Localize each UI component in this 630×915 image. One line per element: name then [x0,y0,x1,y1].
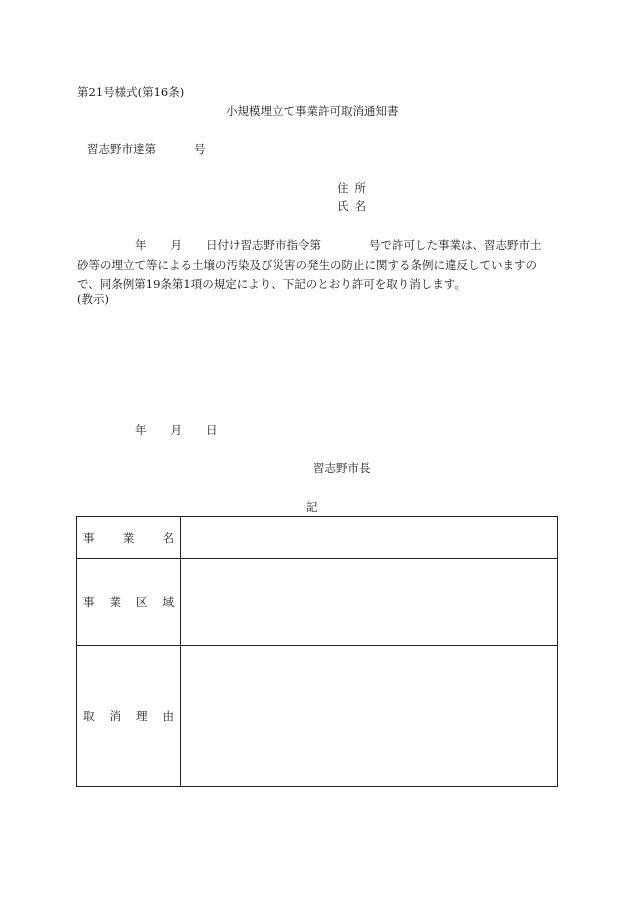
label-char: 取 [83,709,95,723]
date-year: 年 [135,423,147,437]
business-name-value[interactable] [181,517,558,559]
notice-body [77,236,557,295]
notice-line-3: で、同条例第19条第1項の規定により、下記のとおり許可を取り消します。 [77,277,466,291]
date-month: 月 [170,423,182,437]
instruction-label: (教示) [77,292,109,306]
date-day: 日 [206,423,218,437]
body-dated-by: 日付け習志野市指令第 [206,238,321,252]
table-row-business-area [77,559,558,646]
issue-date [135,424,218,438]
label-char: 事 [83,595,95,609]
name-label: 氏名 [337,199,372,213]
label-char: 域 [162,595,174,609]
label-char: 業 [109,595,121,609]
business-area-label [77,559,181,646]
table-row-business-name [77,517,558,559]
label-char: 消 [109,709,121,723]
label-char: 区 [136,595,148,609]
cancellation-reason-value[interactable] [181,646,558,787]
business-name-label [77,517,181,559]
document-title: 小規模埋立て事業許可取消通知書 [226,104,399,118]
label-char: 事 [83,530,95,545]
notice-line-2: 砂等の埋立て等による土壌の汚染及び災害の発生の防止に関する条例に違反していますの [77,257,537,272]
record-table [76,516,558,787]
body-line1-rest: 号で許可した事業は、習志野市土 [369,238,542,252]
label-char: 理 [136,709,148,723]
body-month: 月 [170,238,182,252]
document-number [87,143,206,157]
cancellation-reason-label [77,646,181,787]
table-row-cancellation-reason [77,646,558,787]
document-number-prefix: 習志野市達第 [87,142,156,156]
label-char: 由 [162,709,174,723]
notice-line-1 [77,236,557,256]
issuer-name: 習志野市長 [313,461,371,475]
document-number-suffix: 号 [194,142,206,156]
label-char: 業 [122,530,135,545]
body-year: 年 [135,238,147,252]
address-label: 住所 [337,181,372,195]
record-heading: 記 [306,500,318,514]
form-number: 第21号様式(第16条) [77,85,185,99]
label-char: 名 [162,530,174,545]
business-area-value[interactable] [181,559,558,646]
